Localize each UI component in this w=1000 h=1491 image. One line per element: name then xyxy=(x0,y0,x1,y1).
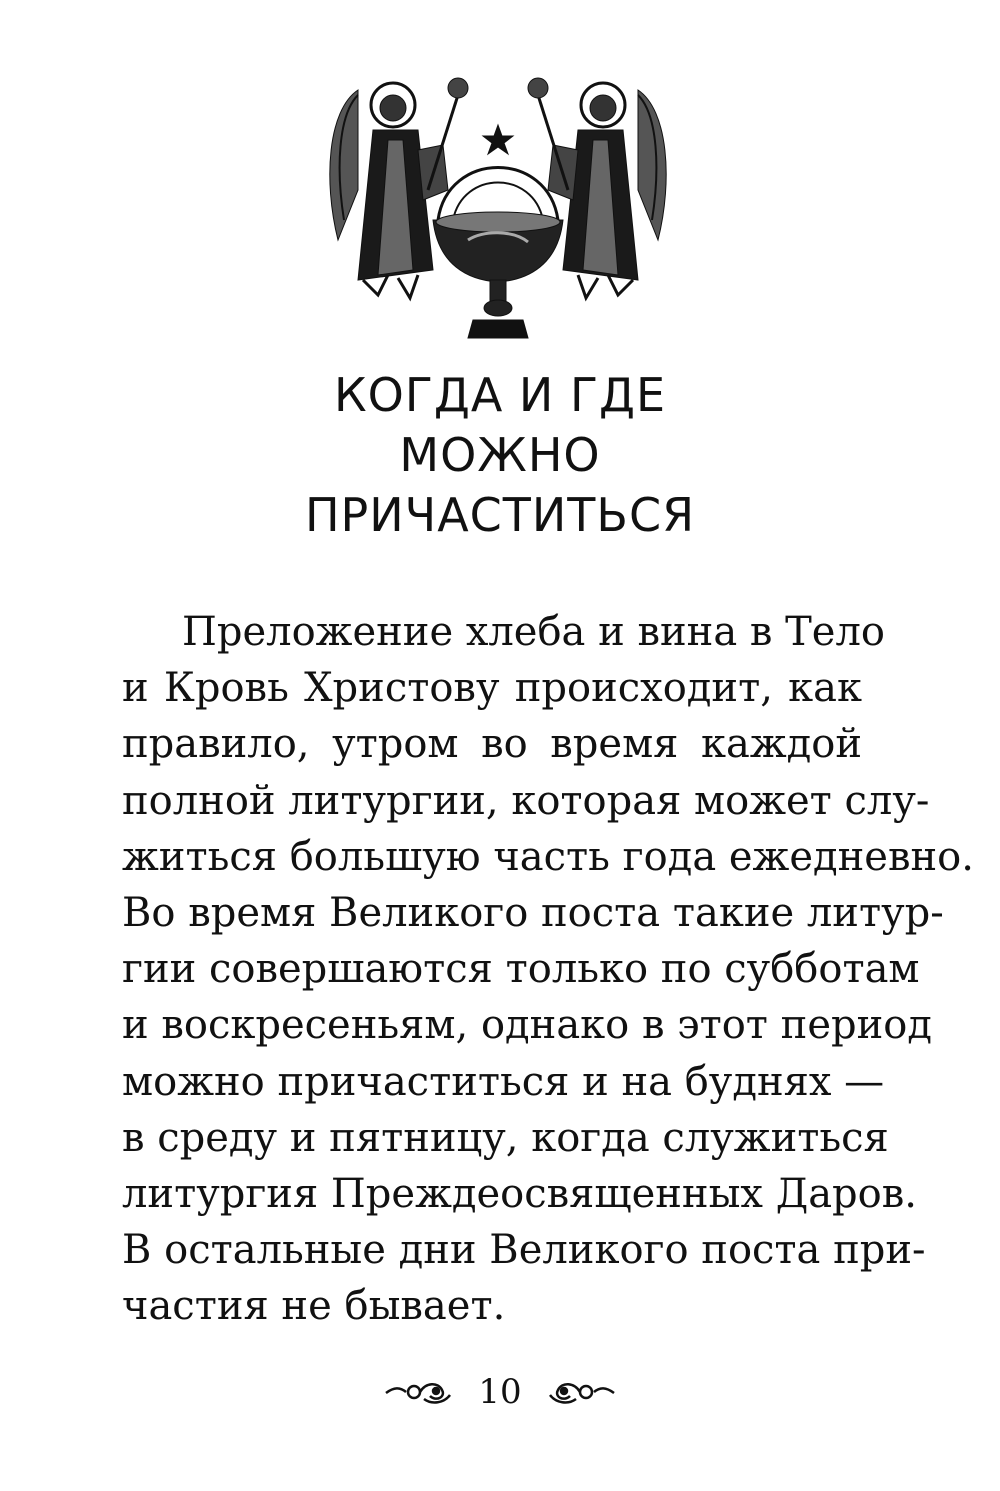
text-line: литургия Преждеосвященных Даров. xyxy=(122,1171,917,1218)
text-line: частия не бывает. xyxy=(122,1283,506,1330)
text-line: В остальные дни Великого поста при- xyxy=(122,1227,926,1274)
title-line: КОГДА И ГДЕ xyxy=(333,368,667,422)
page-number: 10 xyxy=(478,1372,522,1412)
scroll-ornament-icon xyxy=(384,1377,456,1407)
scroll-ornament-icon xyxy=(544,1377,616,1407)
body-paragraph xyxy=(122,604,974,1335)
text-line: Преложение хлеба и вина в Тело xyxy=(182,609,885,655)
title-line: ПРИЧАСТИТЬСЯ xyxy=(304,488,696,542)
text-line: полной литургии, которая может слу- xyxy=(122,777,930,824)
text-line: правило, утром во время каждой xyxy=(122,721,862,768)
page-footer xyxy=(340,1370,660,1414)
text-line: в среду и пятницу, когда служиться xyxy=(122,1114,889,1161)
angels-with-chalice-icon xyxy=(318,70,678,345)
text-line: житься большую часть года ежедневно. xyxy=(122,833,974,880)
text-line: гии совершаются только по субботам xyxy=(122,946,920,993)
text-line: можно причаститься и на буднях — xyxy=(122,1058,885,1105)
text-line: Во время Великого поста такие литур- xyxy=(122,890,944,937)
text-line: и Кровь Христову происходит, как xyxy=(122,665,862,712)
chapter-title xyxy=(150,365,850,545)
title-line: МОЖНО xyxy=(399,428,601,482)
text-line: и воскресеньям, однако в этот период xyxy=(122,1002,932,1049)
